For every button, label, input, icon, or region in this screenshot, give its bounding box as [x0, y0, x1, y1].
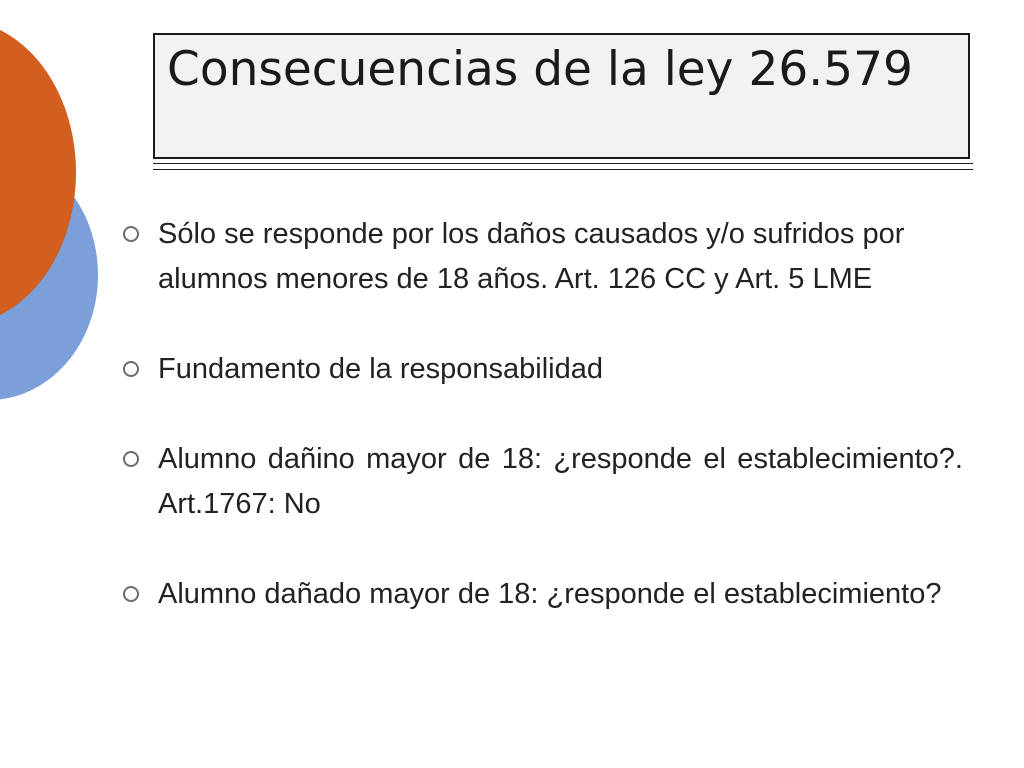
title-underline — [153, 163, 973, 164]
hollow-circle-icon — [118, 437, 158, 482]
slide-title: Consecuencias de la ley 26.579 — [167, 42, 913, 97]
bullet-item — [118, 437, 963, 527]
bullet-text: Sólo se responde por los daños causados y/o sufridos por alumnos menores de 18 años. Art. 126 CC y Art. 5 LME — [158, 218, 905, 295]
title-underline — [153, 169, 973, 170]
bullet-item — [118, 572, 963, 617]
hollow-circle-icon — [118, 347, 158, 392]
hollow-circle-icon — [118, 572, 158, 617]
bullet-list — [118, 212, 963, 662]
bullet-item — [118, 212, 963, 302]
bullet-item — [118, 347, 963, 392]
hollow-circle-icon — [118, 212, 158, 257]
bullet-text: Alumno dañino mayor de 18: ¿responde el establecimiento?. Art.1767: No — [158, 443, 963, 520]
title-box — [153, 33, 970, 159]
bullet-text: Fundamento de la responsabilidad — [158, 353, 603, 385]
bullet-text: Alumno dañado mayor de 18: ¿responde el establecimiento? — [158, 578, 942, 610]
